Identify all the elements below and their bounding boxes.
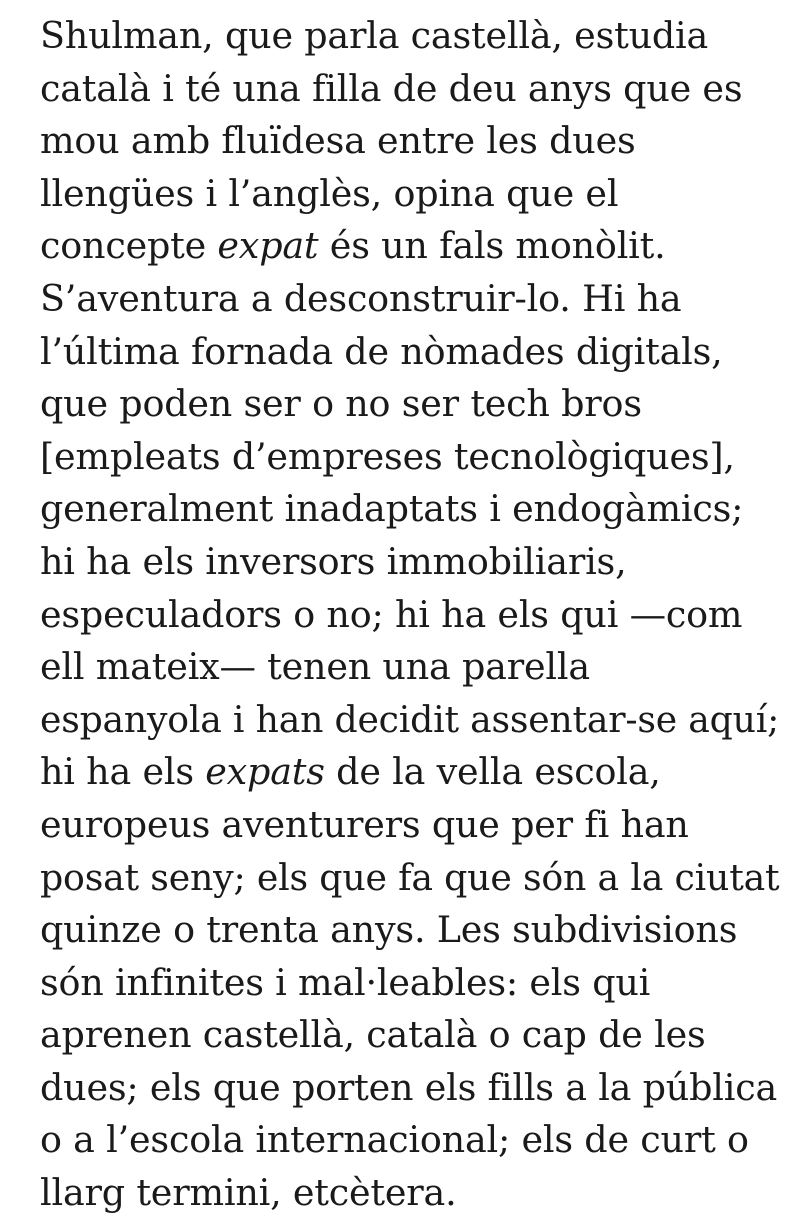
text-segment: llarg termini, etcètera. xyxy=(40,1171,457,1215)
text-segment: espanyola i han decidit assentar-se aquí; xyxy=(40,697,780,741)
text-line xyxy=(40,852,780,905)
text-segment: de la vella escola, xyxy=(324,750,661,794)
text-segment: l’última fornada de nòmades digitals, xyxy=(40,329,723,373)
text-line xyxy=(40,10,780,63)
text-line xyxy=(40,904,780,957)
text-line xyxy=(40,378,780,431)
text-line xyxy=(40,1062,780,1115)
text-segment: concepte xyxy=(40,224,218,268)
text-segment: llengües i l’anglès, opina que el xyxy=(40,171,619,215)
text-line xyxy=(40,326,780,379)
text-segment: [empleats d’empreses tecnològiques], xyxy=(40,434,735,478)
text-line xyxy=(40,589,780,642)
text-line xyxy=(40,641,780,694)
text-segment: especuladors o no; hi ha els qui —com xyxy=(40,592,743,636)
text-line xyxy=(40,63,780,116)
text-line xyxy=(40,957,780,1010)
text-segment: hi ha els inversors immobiliaris, xyxy=(40,539,627,583)
text-segment: generalment inadaptats i endogàmics; xyxy=(40,487,744,531)
text-line xyxy=(40,694,780,747)
text-segment: hi ha els xyxy=(40,750,206,794)
text-line xyxy=(40,220,780,273)
text-segment: Shulman, que parla castellà, estudia xyxy=(40,14,709,57)
italic-term: expat xyxy=(217,224,319,268)
text-line xyxy=(40,115,780,168)
text-segment: que poden ser o no ser tech bros xyxy=(40,382,642,426)
text-segment: posat seny; els que fa que són a la ciutat xyxy=(40,855,780,899)
text-line xyxy=(40,1167,780,1220)
article-paragraph xyxy=(40,10,780,1220)
text-segment: mou amb fluïdesa entre les dues xyxy=(40,119,636,163)
text-segment: és un fals monòlit. xyxy=(318,224,666,268)
text-segment: o a l’escola internacional; els de curt o xyxy=(40,1118,749,1162)
text-line xyxy=(40,431,780,484)
text-line xyxy=(40,1009,780,1062)
text-line xyxy=(40,168,780,221)
text-line xyxy=(40,273,780,326)
text-line xyxy=(40,483,780,536)
text-line xyxy=(40,536,780,589)
text-segment: S’aventura a desconstruir-lo. Hi ha xyxy=(40,276,682,320)
text-segment: són infinites i mal·leables: els qui xyxy=(40,960,651,1004)
text-segment: quinze o trenta anys. Les subdivisions xyxy=(40,908,738,952)
text-segment: europeus aventurers que per fi han xyxy=(40,802,689,846)
text-segment: català i té una filla de deu anys que es xyxy=(40,66,743,110)
text-line xyxy=(40,799,780,852)
text-segment: aprenen castellà, català o cap de les xyxy=(40,1013,706,1057)
text-line xyxy=(40,1114,780,1167)
text-segment: dues; els que porten els fills a la pública xyxy=(40,1065,778,1109)
italic-term: expats xyxy=(205,750,325,794)
text-segment: ell mateix— tenen una parella xyxy=(40,645,590,689)
text-line xyxy=(40,746,780,799)
